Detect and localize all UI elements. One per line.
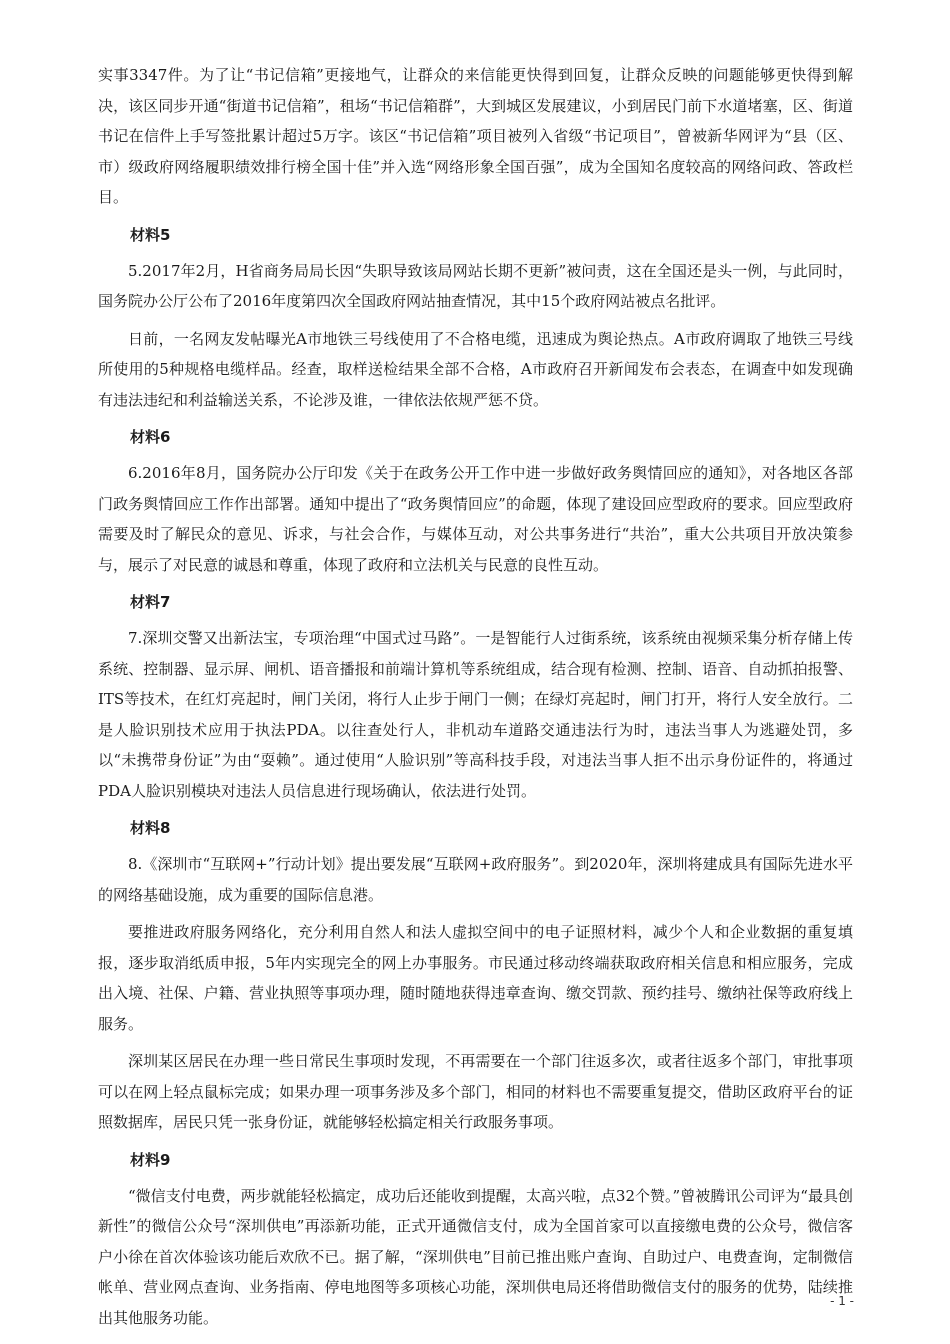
material-5-paragraph-1: 5.2017年2月，H省商务局局长因“失职导致该局网站长期不更新”被问责，这在全国还是头一例，与此同时，国务院办公厅公布了2016年度第四次全国政府网站抽查情况，其中15个政府网站被点名批评。: [98, 261, 853, 310]
material-9-paragraph-1: “微信支付电费，两步就能轻松搞定，成功后还能收到提醒，太高兴啦，点32个赞。”曾被腾讯公司评为“最具创新性”的微信公众号“深圳供电”再添新功能，正式开通微信支付，成为全国首家可以直接缴电费的公众号，微信客户小徐在首次体验该功能后欢欣不已。据了解，“深圳供电”目前已推出账户查询、自助过户、电费查询，定制微信帐单、营业网点查询、业务指南、停电地图等多项核心功能，深圳供电局还将借助微信支付的服务的优势，陆续推出其他服务功能。: [98, 1186, 853, 1327]
material-8-paragraph-2: 要推进政府服务网络化，充分利用自然人和法人虚拟空间中的电子证照材料，减少个人和企业数据的重复填报，逐步取消纸质申报，5年内实现完全的网上办事服务。市民通过移动终端获取政府相关信息和相应服务，完成出入境、社保、户籍、营业执照等事项办理，随时随地获得违章查询、缴交罚款、预约挂号、缴纳社保等政府线上服务。: [98, 923, 853, 1033]
page-number: - 1 -: [830, 1294, 854, 1308]
material-8-paragraph-3: 深圳某区居民在办理一些日常民生事项时发现，不再需要在一个部门往返多次，或者往返多个部门，审批事项可以在网上轻点鼠标完成；如果办理一项事务涉及多个部门，相同的材料也不需要重复提交，借助区政府平台的证照数据库，居民只凭一张身份证，就能够轻松搞定相关行政服务事项。: [98, 1052, 853, 1131]
material-5-heading: 材料5: [130, 225, 171, 244]
material-5-paragraph-2: 日前，一名网友发帖曝光A市地铁三号线使用了不合格电缆，迅速成为舆论热点。A市政府调取了地铁三号线所使用的5种规格电缆样品。经查，取样送检结果全部不合格，A市政府召开新闻发布会表态，在调查中如发现确有违法违纪和利益输送关系，不论涉及谁，一律依法依规严惩不贷。: [98, 329, 853, 409]
material-7-heading: 材料7: [130, 593, 171, 611]
document-page: [98, 60, 853, 1340]
material-8-paragraph-1: 8.《深圳市“互联网+”行动计划》提出要发展“互联网+政府服务”。到2020年，深圳将建成具有国际先进水平的网络基础设施，成为重要的国际信息港。: [98, 855, 853, 904]
material-7-paragraph-1: 7.深圳交警又出新法宝，专项治理“中国式过马路”。一是智能行人过街系统，该系统由视频采集分析存储上传系统、控制器、显示屏、闸机、语音播报和前端计算机等系统组成，结合现有检测、控制、语音、自动抓拍报警、ITS等技术，在红灯亮起时，闸门关闭，将行人止步于闸门一侧；在绿灯亮起时，闸门打开，将行人安全放行。二是人脸识别技术应用于执法PDA。以往查处行人，非机动车道路交通违法行为时，违法当事人为逃避处罚，多以“未携带身份证”为由“耍赖”。通过使用“人脸识别”等高科技手段，对违法当事人拒不出示身份证件的，将通过PDA人脸识别模块对违法人员信息进行现场确认，依法进行处罚。: [98, 629, 854, 800]
material-6-heading: 材料6: [130, 428, 171, 446]
intro-paragraph: 实事3347件。为了让“书记信箱”更接地气，让群众的来信能更快得到回复，让群众反映的问题能够更快得到解决，该区同步开通“街道书记信箱”，租场“书记信箱群”，大到城区发展建议，小到居民门前下水道堵塞，区、街道书记在信件上手写签批累计超过5万字。该区“书记信箱”项目被列入省级“书记项目”，曾被新华网评为“县（区、市）级政府网络履职绩效排行榜全国十佳”并入选“网络形象全国百强”，成为全国知名度较高的网络问政、答政栏目。: [98, 66, 853, 206]
material-6-paragraph-1: 6.2016年8月，国务院办公厅印发《关于在政务公开工作中进一步做好政务舆情回应的通知》，对各地区各部门政务舆情回应工作作出部署。通知中提出了“政务舆情回应”的命题，体现了建设回应型政府的要求。回应型政府需要及时了解民众的意见、诉求，与社会合作，与媒体互动，对公共事务进行“共治”，重大公共项目开放决策参与，展示了对民意的诚恳和尊重，体现了政府和立法机关与民意的良性互动。: [98, 464, 853, 574]
material-8-heading: 材料8: [130, 819, 171, 837]
material-9-heading: 材料9: [130, 1150, 171, 1169]
